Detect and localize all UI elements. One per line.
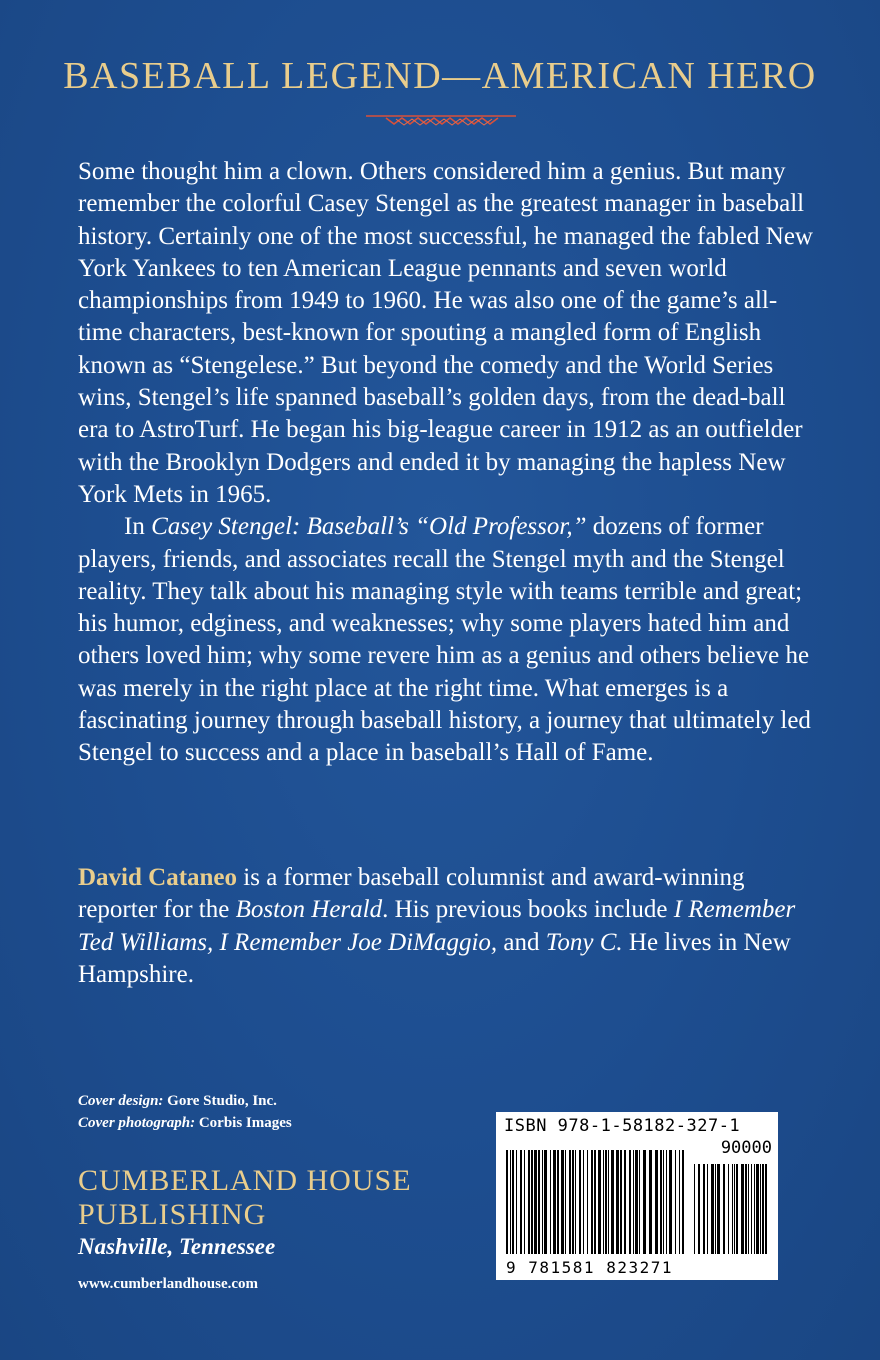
previous-books: I Remember Ted Williams, I Remember Joe DiMaggio, <box>78 896 796 956</box>
barcode-bar <box>542 1150 543 1254</box>
barcode-bar <box>756 1164 759 1254</box>
barcode-bar <box>748 1164 749 1254</box>
barcode-bar <box>741 1164 744 1254</box>
barcode-bar <box>736 1164 738 1254</box>
barcode-bar <box>660 1150 662 1254</box>
cover-headline: BASEBALL LEGEND—AMERICAN HERO <box>63 55 817 97</box>
barcode-bar <box>565 1150 566 1254</box>
publisher-line-2: PUBLISHING <box>78 1198 267 1231</box>
barcode-bar <box>669 1150 672 1254</box>
barcode-bar <box>583 1150 584 1254</box>
barcode-bar <box>591 1150 593 1254</box>
barcode-bar <box>639 1150 640 1254</box>
barcode-bar <box>553 1150 556 1254</box>
barcode-bar <box>550 1150 551 1254</box>
barcode-bar <box>557 1150 559 1254</box>
barcode-bar <box>616 1150 619 1254</box>
author-bio <box>78 862 818 991</box>
barcode-bar <box>605 1150 607 1254</box>
barcode-bar <box>633 1150 634 1254</box>
barcode-bar <box>506 1150 508 1254</box>
isbn-barcode <box>496 1112 778 1280</box>
barcode-bar <box>698 1164 700 1254</box>
barcode-bar <box>629 1150 631 1254</box>
barcode-bar <box>655 1150 658 1254</box>
author-bio-text: is a former baseball columnist and award-winning reporter for the <box>78 864 745 924</box>
barcode-bar <box>663 1150 664 1254</box>
author-name: David Cataneo <box>78 864 238 891</box>
paragraph-body: dozens of former players, friends, and associates recall the Stengel myth and the Stengel reality. They talk about his managing style with teams terrible and great; his humor, edginess, and weaknesses; why some players hated him and others loved him; why some revere him as a genius and others believe he was merely in the right place at the right time. What emerges is a fascinating journey through baseball history, a journey that ultimately led Stengel to success and a place in baseball’s Hall of Fame. <box>78 513 811 767</box>
barcode-bar <box>611 1150 614 1254</box>
barcode-bar <box>520 1150 522 1254</box>
barcode-bar <box>620 1150 622 1254</box>
barcode-bar <box>717 1164 720 1254</box>
barcode-bar <box>765 1164 767 1254</box>
publisher-city: Nashville, Tennessee <box>78 1234 276 1259</box>
publisher-website: www.cumberlandhouse.com <box>78 1276 259 1292</box>
barcode-bar <box>544 1150 547 1254</box>
barcode-bar <box>762 1164 764 1254</box>
credit-value: Gore Studio, Inc. <box>167 1093 277 1109</box>
price-code: 90000 <box>720 1138 772 1158</box>
barcode-bar <box>572 1150 574 1254</box>
publisher-name <box>78 1164 412 1232</box>
author-bio-text: . His previous books include <box>382 896 674 924</box>
book-title: Casey Stengel: Baseball’s “Old Professor,” <box>151 513 587 541</box>
barcode-bar <box>728 1164 729 1254</box>
barcode-bar <box>624 1150 626 1254</box>
barcode-bar <box>579 1150 581 1254</box>
credit-label: Cover photograph: <box>78 1115 196 1131</box>
barcode-bar <box>732 1164 733 1254</box>
barcode-bars <box>504 1144 770 1262</box>
barcode-bar <box>666 1150 667 1254</box>
author-bio-text: He lives in New Hampshire. <box>78 928 791 988</box>
barcode-bar <box>587 1150 588 1254</box>
barcode-bar <box>569 1150 571 1254</box>
isbn-number: ISBN 978-1-58182-327-1 <box>504 1116 741 1136</box>
barcode-bar <box>715 1164 716 1254</box>
barcode-bar <box>754 1164 755 1254</box>
barcode-bar <box>608 1150 609 1254</box>
barcode-bar <box>734 1164 735 1254</box>
barcode-bar <box>707 1164 708 1254</box>
barcode-bar <box>603 1150 604 1254</box>
barcode-bar <box>510 1150 511 1254</box>
decorative-flourish-icon <box>366 110 516 128</box>
barcode-bar <box>694 1164 695 1254</box>
book-description <box>78 156 818 770</box>
publisher-line-1: CUMBERLAND HOUSE <box>78 1164 412 1197</box>
barcode-bar <box>679 1150 680 1254</box>
barcode-bar <box>635 1150 638 1254</box>
barcode-bar <box>649 1150 652 1254</box>
barcode-bar <box>711 1164 714 1254</box>
barcode-bar <box>516 1150 517 1254</box>
author-bio-text: and <box>497 928 546 956</box>
cover-credits <box>78 1090 292 1134</box>
cover-design-credit <box>78 1090 292 1112</box>
barcode-bar <box>528 1150 530 1254</box>
barcode-bar <box>675 1150 676 1254</box>
barcode-bar <box>760 1164 761 1254</box>
barcode-bar <box>682 1150 684 1254</box>
barcode-bar <box>531 1150 533 1254</box>
barcode-bar <box>598 1150 601 1254</box>
description-paragraph-1: Some thought him a clown. Others considered him a genius. But many remember the colorful Casey Stengel as the greatest manager in baseball history. Certainly one of the most successful, he managed the fabled New York Yankees to ten American League pennants and seven world championships from 1949 to 1960. He was also one of the game’s all-time characters, best-known for spouting a mangled form of English known as “Stengelese.” But beyond the comedy and the World Series wins, Stengel’s life spanned baseball’s golden days, from the dead-ball era to AstroTurf. He began his big-league career in 1912 as an outfielder with the Brooklyn Dodgers and ended it by managing the hapless New York Mets in 1965. <box>78 158 813 508</box>
description-paragraph-2 <box>78 511 818 769</box>
credit-label: Cover design: <box>78 1093 164 1109</box>
previous-book-tony-c: Tony C. <box>545 928 623 956</box>
credit-value: Corbis Images <box>198 1115 292 1131</box>
barcode-bar <box>703 1164 705 1254</box>
barcode-bar <box>524 1150 525 1254</box>
paragraph-lead: In <box>124 513 152 541</box>
barcode-bar <box>643 1150 646 1254</box>
barcode-bar <box>594 1150 596 1254</box>
barcode-bar <box>723 1164 725 1254</box>
barcode-bar <box>575 1150 576 1254</box>
barcode-bar <box>534 1150 537 1254</box>
newspaper-name: Boston Herald <box>235 896 383 924</box>
barcode-bar <box>745 1164 747 1254</box>
cover-photo-credit <box>78 1112 292 1134</box>
ean-number: 9 781581 823271 <box>506 1258 673 1277</box>
barcode-bar <box>512 1150 514 1254</box>
barcode-bar <box>561 1150 564 1254</box>
barcode-bar <box>538 1150 540 1254</box>
barcode-bar <box>751 1164 752 1254</box>
